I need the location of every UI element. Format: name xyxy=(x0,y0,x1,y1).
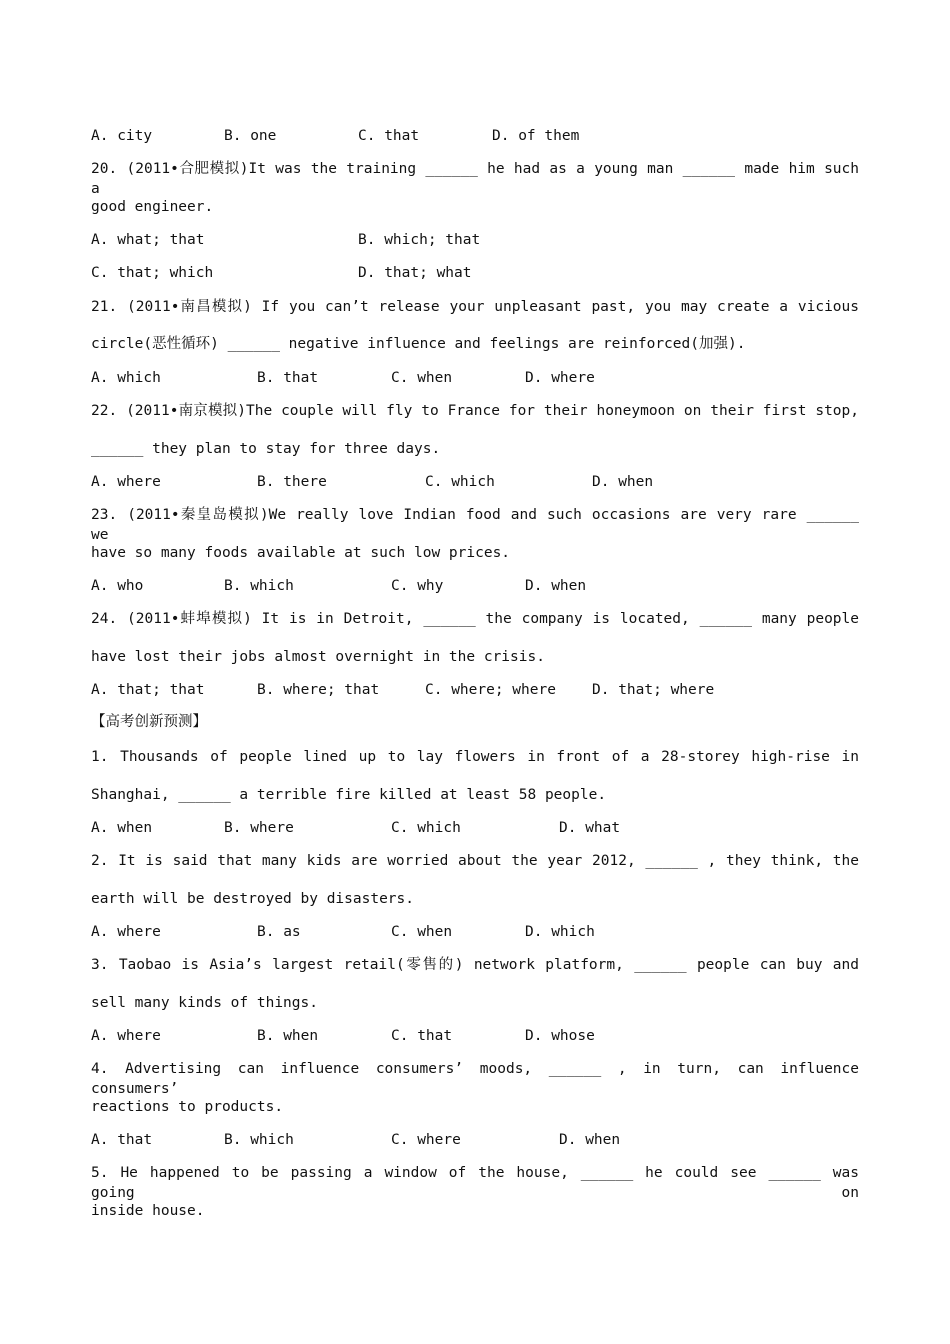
q20-options-row-2 xyxy=(91,263,871,283)
q21-line-2: circle(恶性循环) ______ negative influence and feelings are reinforced(加强). xyxy=(91,336,746,352)
option-b: B. when xyxy=(257,1028,319,1044)
option-a: A. city xyxy=(91,128,153,144)
option-a: A. that; that xyxy=(91,682,205,698)
p1-line-1: 1. Thousands of people lined up to lay flowers in front of a 28-storey high-rise in xyxy=(91,749,859,765)
option-d: D. when xyxy=(525,578,587,594)
q20-line-2: good engineer. xyxy=(91,199,214,215)
option-c: C. which xyxy=(425,474,495,490)
q19-options xyxy=(91,126,871,146)
option-a: A. who xyxy=(91,578,144,594)
q24-line-2: have lost their jobs almost overnight in the crisis. xyxy=(91,649,545,665)
option-d: D. when xyxy=(559,1132,621,1148)
option-b: B. there xyxy=(257,474,327,490)
option-a: A. where xyxy=(91,1028,161,1044)
option-c: C. where xyxy=(391,1132,461,1148)
option-b: B. as xyxy=(257,924,301,940)
option-b: B. that xyxy=(257,370,319,386)
q21-options xyxy=(91,368,871,388)
option-d: D. whose xyxy=(525,1028,595,1044)
q21-line-1: 21. (2011•南昌模拟) If you can’t release your unpleasant past, you may create a vicious xyxy=(91,299,859,315)
q20-options-row-1 xyxy=(91,230,871,250)
option-c: C. when xyxy=(391,370,453,386)
p5-line-1: 5. He happened to be passing a window of the house, ______ he could see ______ was going on xyxy=(91,1165,859,1201)
option-c: C. that xyxy=(358,128,420,144)
option-c: C. that; which xyxy=(91,265,214,281)
q22-line-1: 22. (2011•南京模拟)The couple will fly to France for their honeymoon on their first stop, xyxy=(91,403,859,419)
option-c: C. which xyxy=(391,820,461,836)
option-b: B. which xyxy=(224,1132,294,1148)
q23-line-2: have so many foods available at such low prices. xyxy=(91,545,511,561)
p4-line-1: 4. Advertising can influence consumers’ moods, ______ , in turn, can influence consumers’ xyxy=(91,1061,859,1097)
option-b: B. which; that xyxy=(358,232,481,248)
option-c: C. when xyxy=(391,924,453,940)
q22-line-2: ______ they plan to stay for three days. xyxy=(91,441,441,457)
p2-line-2: earth will be destroyed by disasters. xyxy=(91,891,415,907)
option-a: A. when xyxy=(91,820,153,836)
q20-line-1: 20. (2011•合肥模拟)It was the training ______ he had as a young man ______ made him such a xyxy=(91,161,859,197)
option-d: D. of them xyxy=(492,128,580,144)
p3-options xyxy=(91,1026,871,1046)
p2-options xyxy=(91,922,871,942)
q24-line-1: 24. (2011•蚌埠模拟) It is in Detroit, ______ the company is located, ______ many people xyxy=(91,611,859,627)
option-d: D. when xyxy=(592,474,654,490)
q24-options xyxy=(91,680,871,700)
q22-options xyxy=(91,472,871,492)
p1-line-2: Shanghai, ______ a terrible fire killed at least 58 people. xyxy=(91,787,607,803)
option-b: B. where xyxy=(224,820,294,836)
option-b: B. where; that xyxy=(257,682,380,698)
option-c: C. why xyxy=(391,578,444,594)
q23-options xyxy=(91,576,871,596)
p2-line-1: 2. It is said that many kids are worried about the year 2012, ______ , they think, the xyxy=(91,853,859,869)
option-a: A. what; that xyxy=(91,232,205,248)
p5-line-2: inside house. xyxy=(91,1203,205,1219)
section-title: 【高考创新预测】 xyxy=(91,714,207,730)
option-a: A. where xyxy=(91,474,161,490)
option-d: D. what xyxy=(559,820,621,836)
option-d: D. that; where xyxy=(592,682,715,698)
option-a: A. where xyxy=(91,924,161,940)
option-c: C. where; where xyxy=(425,682,556,698)
option-d: D. where xyxy=(525,370,595,386)
option-b: B. which xyxy=(224,578,294,594)
p3-line-1: 3. Taobao is Asia’s largest retail(零售的) network platform, ______ people can buy and xyxy=(91,957,859,973)
option-a: A. which xyxy=(91,370,161,386)
q23-line-1: 23. (2011•秦皇岛模拟)We really love Indian food and such occasions are very rare ______ we xyxy=(91,507,859,543)
p3-line-2: sell many kinds of things. xyxy=(91,995,318,1011)
option-d: D. that; what xyxy=(358,265,472,281)
option-b: B. one xyxy=(224,128,277,144)
option-d: D. which xyxy=(525,924,595,940)
p1-options xyxy=(91,818,871,838)
p4-options xyxy=(91,1130,871,1150)
option-a: A. that xyxy=(91,1132,153,1148)
option-c: C. that xyxy=(391,1028,453,1044)
p4-line-2: reactions to products. xyxy=(91,1099,284,1115)
